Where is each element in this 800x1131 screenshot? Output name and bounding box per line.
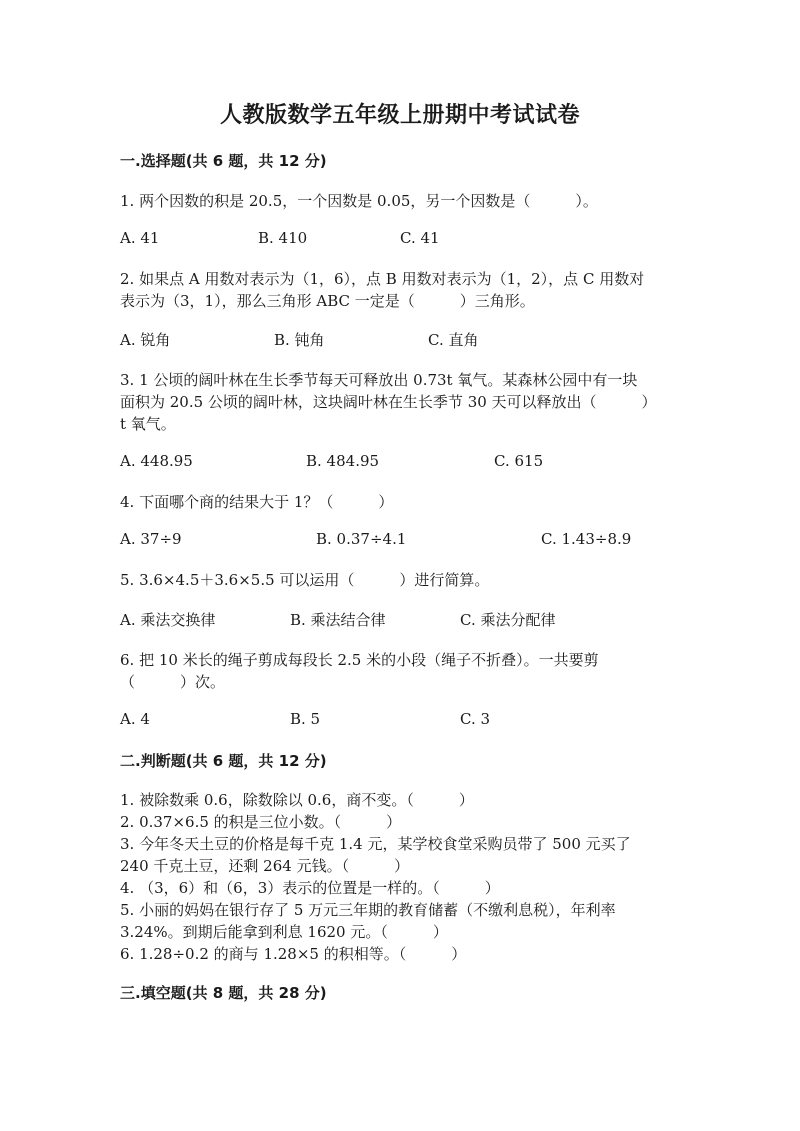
option-a: A. 37÷9 bbox=[120, 530, 182, 548]
section-heading-fill-blank: 三.填空题(共 8 题，共 28 分) bbox=[120, 984, 327, 1002]
judgment-line: 4. （3，6）和（6，3）表示的位置是一样的。（ ） bbox=[120, 879, 500, 897]
judgment-line: 3. 今年冬天土豆的价格是每千克 1.4 元，某学校食堂采购员带了 500 元买了 bbox=[120, 835, 631, 853]
option-b: B. 钝角 bbox=[274, 331, 325, 349]
judgment-line: 3.24%。到期后能拿到利息 1620 元。（ ） bbox=[120, 923, 448, 941]
judgment-line: 1. 被除数乘 0.6，除数除以 0.6，商不变。（ ） bbox=[120, 791, 474, 809]
question-text: 3. 1 公顷的阔叶林在生长季节每天可释放出 0.73t 氧气。某森林公园中有一块 bbox=[120, 371, 638, 389]
option-c: C. 615 bbox=[494, 452, 544, 470]
judgment-line: 240 千克土豆，还剩 264 元钱。（ ） bbox=[120, 857, 410, 875]
option-c: C. 41 bbox=[400, 229, 440, 247]
option-b: B. 484.95 bbox=[306, 452, 380, 470]
option-b: B. 410 bbox=[258, 229, 308, 247]
question-text: 6. 把 10 米长的绳子剪成每段长 2.5 米的小段（绳子不折叠）。一共要剪 bbox=[120, 651, 599, 669]
option-a: A. 41 bbox=[120, 229, 160, 247]
section-heading-choice: 一.选择题(共 6 题，共 12 分) bbox=[120, 152, 327, 170]
option-a: A. 乘法交换律 bbox=[120, 611, 216, 629]
page-title: 人教版数学五年级上册期中考试试卷 bbox=[219, 103, 580, 128]
option-c: C. 直角 bbox=[428, 331, 479, 349]
judgment-line: 5. 小丽的妈妈在银行存了 5 万元三年期的教育储蓄（不缴利息税），年利率 bbox=[120, 901, 616, 919]
judgment-line: 2. 0.37×6.5 的积是三位小数。（ ） bbox=[120, 813, 402, 831]
option-a: A. 448.95 bbox=[120, 452, 193, 470]
question-text: 2. 如果点 A 用数对表示为（1，6），点 B 用数对表示为（1，2），点 C 用数对 bbox=[120, 270, 645, 288]
option-a: A. 4 bbox=[120, 710, 150, 728]
option-b: B. 乘法结合律 bbox=[290, 611, 386, 629]
option-b: B. 5 bbox=[290, 710, 321, 728]
option-b: B. 0.37÷4.1 bbox=[316, 530, 407, 548]
option-c: C. 1.43÷8.9 bbox=[541, 530, 632, 548]
question-text: 1. 两个因数的积是 20.5，一个因数是 0.05，另一个因数是（ ）。 bbox=[120, 192, 598, 210]
question-text: 5. 3.6×4.5＋3.6×5.5 可以运用（ ）进行简算。 bbox=[120, 571, 490, 589]
question-text: 4. 下面哪个商的结果大于 1？（ ） bbox=[120, 493, 394, 511]
option-c: C. 乘法分配律 bbox=[460, 611, 556, 629]
section-heading-judgment: 二.判断题(共 6 题，共 12 分) bbox=[120, 752, 327, 770]
option-c: C. 3 bbox=[460, 710, 491, 728]
option-a: A. 锐角 bbox=[120, 331, 171, 349]
question-text: 面积为 20.5 公顷的阔叶林，这块阔叶林在生长季节 30 天可以释放出（ ） bbox=[120, 393, 657, 411]
judgment-line: 6. 1.28÷0.2 的商与 1.28×5 的积相等。（ ） bbox=[120, 945, 467, 963]
question-text: 表示为（3，1），那么三角形 ABC 一定是（ ）三角形。 bbox=[120, 292, 535, 310]
question-text: t 氧气。 bbox=[120, 415, 176, 433]
question-text: （ ）次。 bbox=[120, 673, 226, 691]
